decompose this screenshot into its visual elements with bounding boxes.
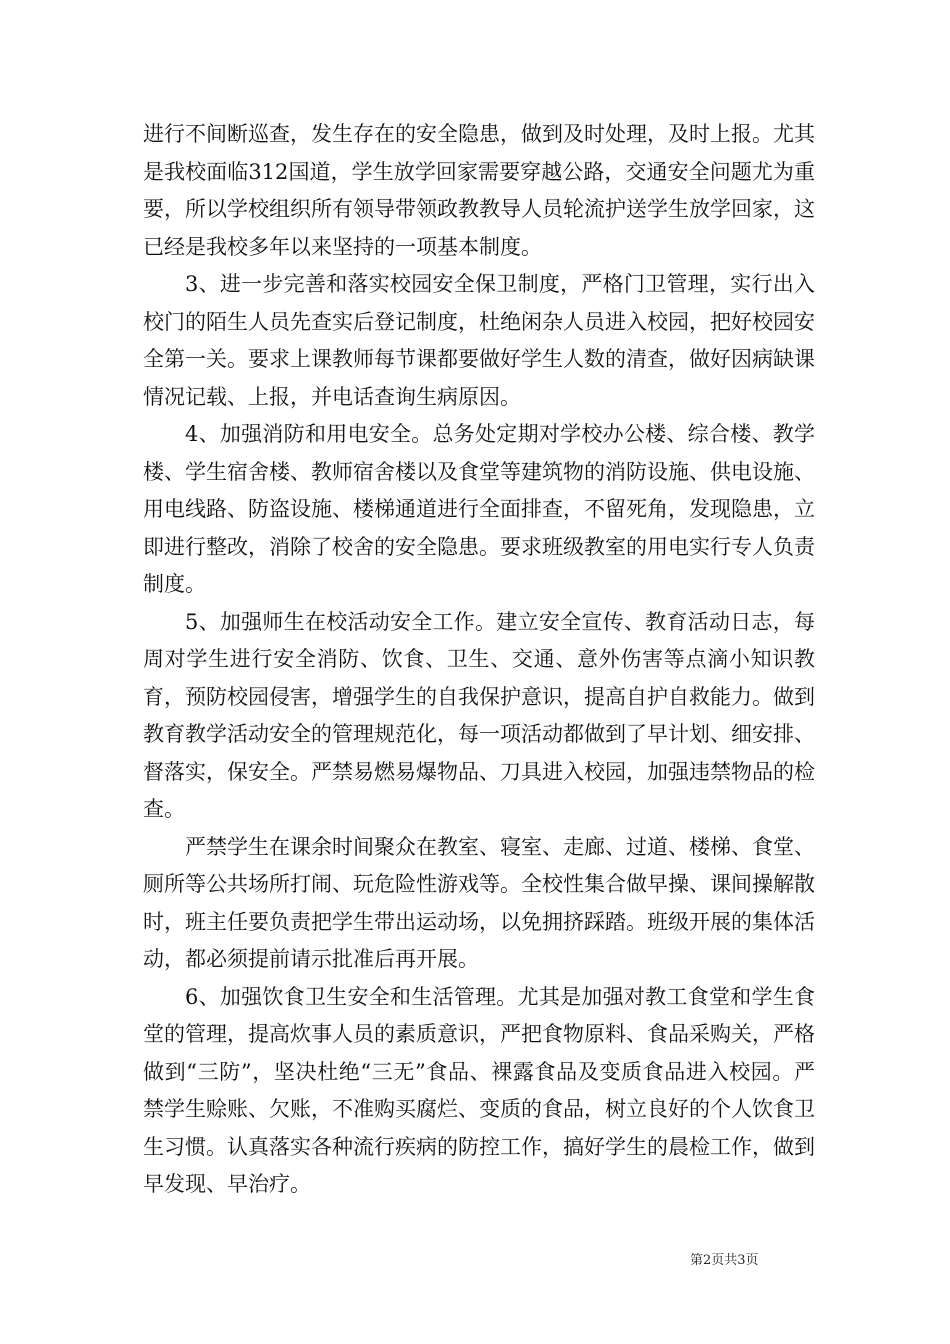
paragraph-item-4: 4、加强消防和用电安全。总务处定期对学校办公楼、综合楼、教学楼、学生宿舍楼、教师宿舍楼以及食堂等建筑物的消防设施、供电设施、用电线路、防盗设施、楼梯通道进行全面排查，不留死角，发现隐患，立即进行整改，消除了校舍的安全隐患。要求班级教室的用电实行专人负责制度。 [143, 422, 815, 596]
paragraph-item-3: 3、进一步完善和落实校园安全保卫制度，严格门卫管理，实行出入校门的陌生人员先查实后登记制度，杜绝闲杂人员进入校园，把好校园安全第一关。要求上课教师每节课都要做好学生人数的清查，做好因病缺课情况记载、上报，并电话查询生病原因。 [143, 272, 815, 409]
paragraph-prohibition: 严禁学生在课余时间聚众在教室、寝室、走廊、过道、楼梯、食堂、厕所等公共场所打闹、玩危险性游戏等。全校性集合做早操、课间操解散时，班主任要负责把学生带出运动场，以免拥挤踩踏。班级开展的集体活动，都必须提前请示批准后再开展。 [143, 834, 815, 971]
paragraph-continuation: 进行不间断巡查，发生存在的安全隐患，做到及时处理，及时上报。尤其是我校面临312国道，学生放学回家需要穿越公路，交通安全问题尤为重要，所以学校组织所有领导带领政教教导人员轮流护送学生放学回家，这已经是我校多年以来坚持的一项基本制度。 [143, 122, 815, 259]
document-body [143, 116, 815, 1204]
paragraph-item-6: 6、加强饮食卫生安全和生活管理。尤其是加强对教工食堂和学生食堂的管理，提高炊事人员的素质意识，严把食物原料、食品采购关，严格做到“三防”，坚决杜绝“三无”食品、裸露食品及变质食品进入校园。严禁学生赊账、欠账，不准购买腐烂、变质的食品，树立良好的个人饮食卫生习惯。认真落实各种流行疾病的防控工作，搞好学生的晨检工作，做到早发现、早治疗。 [143, 984, 815, 1196]
page-number-footer: 第2页共3页 [690, 1253, 759, 1268]
paragraph-item-5: 5、加强师生在校活动安全工作。建立安全宣传、教育活动日志，每周对学生进行安全消防、饮食、卫生、交通、意外伤害等点滴小知识教育，预防校园侵害，增强学生的自我保护意识，提高自护自救能力。做到教育教学活动安全的管理规范化，每一项活动都做到了早计划、细安排、督落实，保安全。严禁易燃易爆物品、刀具进入校园，加强违禁物品的检查。 [143, 609, 815, 821]
